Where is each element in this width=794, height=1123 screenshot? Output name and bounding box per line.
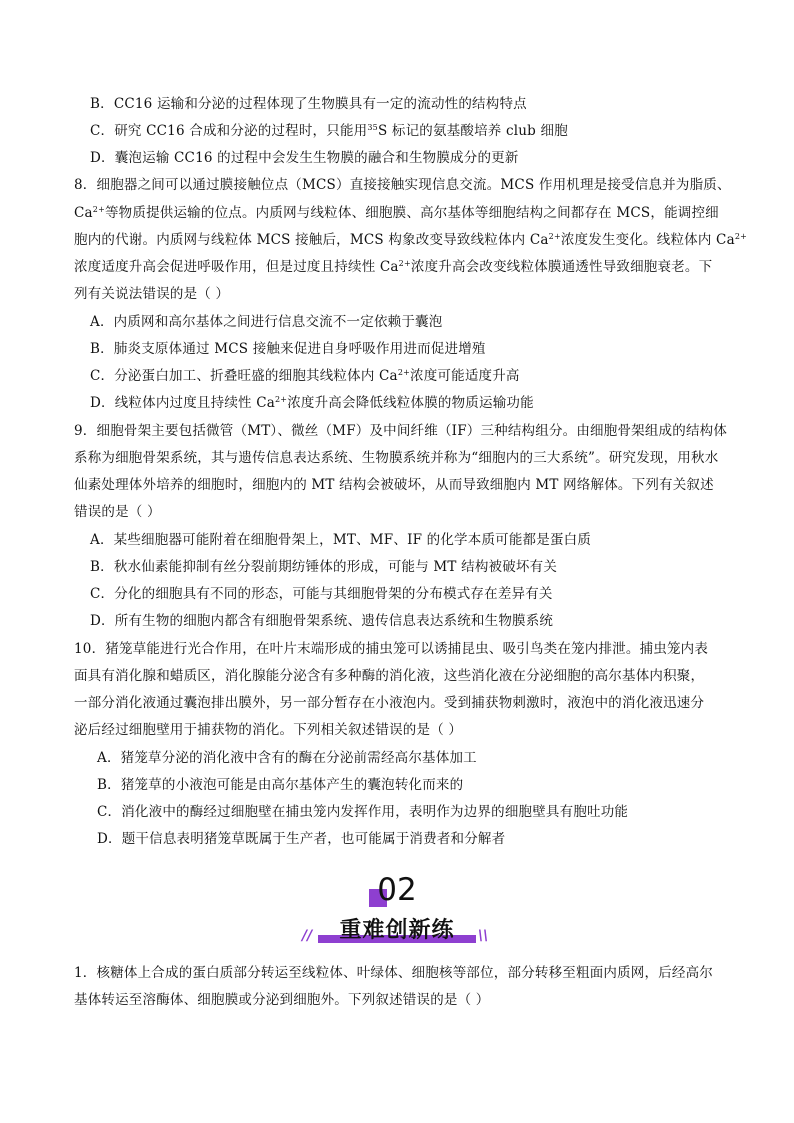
q9-option-b: B．秋水仙素能抑制有丝分裂前期纺锤体的形成，可能与 MT 结构被破坏有关 bbox=[90, 559, 558, 575]
superscript: 2+ bbox=[548, 232, 561, 241]
s2-q1-stem-line1: 1．核糖体上合成的蛋白质部分转运至线粒体、叶绿体、细胞核等部位，部分转移至粗面内质网，后经高尔 bbox=[74, 965, 713, 981]
section-number bbox=[0, 872, 794, 908]
text-run: Ca bbox=[74, 205, 93, 221]
q10-stem-line1: 10．猪笼草能进行光合作用，在叶片末端形成的捕虫笼可以诱捕昆虫、吸引鸟类在笼内排泄。捕虫笼内表 bbox=[74, 641, 709, 657]
q8-option-c bbox=[90, 366, 520, 386]
text-run: 浓度升高会降低线粒体膜的物质运输功能 bbox=[287, 395, 534, 411]
superscript: 2+ bbox=[275, 395, 288, 404]
q9-option-d: D．所有生物的细胞内都含有细胞骨架系统、遗传信息表达系统和生物膜系统 bbox=[90, 613, 554, 629]
q7-option-c bbox=[90, 121, 568, 141]
q9-option-a: A．某些细胞器可能附着在细胞骨架上，MT、MF、IF 的化学本质可能都是蛋白质 bbox=[90, 532, 592, 548]
q8-stem-line3 bbox=[74, 230, 747, 250]
text-run: 浓度适度升高会促进呼吸作用，但是过度且持续性 Ca bbox=[74, 259, 399, 275]
text-run: 胞内的代谢。内质网与线粒体 MCS 接触后，MCS 构象改变导致线粒体内 Ca bbox=[74, 232, 549, 248]
text-run: 浓度发生变化。线粒体内 Ca bbox=[560, 232, 735, 248]
text-run: 浓度可能适度升高 bbox=[410, 368, 520, 384]
q10-stem-line2: 面具有消化腺和蜡质区，消化腺能分泌含有多种酶的消化液，这些消化液在分泌细胞的高尔基体内积聚， bbox=[74, 668, 705, 684]
superscript: 35 bbox=[367, 123, 378, 132]
q8-option-a: A．内质网和高尔基体之间进行信息交流不一定依赖于囊泡 bbox=[90, 314, 443, 330]
q7-option-c-text: C．研究 CC16 合成和分泌的过程时，只能用 bbox=[90, 123, 368, 139]
q8-stem-line1: 8．细胞器之间可以通过膜接触位点（MCS）直接接触实现信息交流。MCS 作用机理是接受信息并为脂质、 bbox=[74, 177, 731, 193]
text-run: 浓度升高会改变线粒体膜通透性导致细胞衰老。下 bbox=[410, 259, 713, 275]
section-number-text: 02 bbox=[377, 872, 417, 908]
superscript: 2+ bbox=[398, 259, 411, 268]
text-run: C．分泌蛋白加工、折叠旺盛的细胞其线粒体内 Ca bbox=[90, 368, 398, 384]
q8-option-b: B．肺炎支原体通过 MCS 接触来促进自身呼吸作用进而促进增殖 bbox=[90, 341, 486, 357]
q10-option-d: D．题干信息表明猪笼草既属于生产者，也可能属于消费者和分解者 bbox=[97, 831, 506, 847]
section-title: 重难创新练 bbox=[339, 918, 455, 943]
q9-stem-line4: 错误的是（ ） bbox=[74, 504, 161, 520]
q9-option-c: C．分化的细胞具有不同的形态，可能与其细胞骨架的分布模式存在差异有关 bbox=[90, 586, 553, 602]
q7-option-c-text-end: S 标记的氨基酸培养 club 细胞 bbox=[377, 123, 568, 139]
text-run: 等物质提供运输的位点。内质网与线粒体、细胞膜、高尔基体等细胞结构之间都存在 MCS，能调控细 bbox=[104, 205, 719, 221]
q8-option-d bbox=[90, 393, 534, 413]
s2-q1-stem-line2: 基体转运至溶酶体、细胞膜或分泌到细胞外。下列叙述错误的是（ ） bbox=[74, 992, 490, 1008]
section-title-banner bbox=[318, 917, 476, 945]
q10-stem-line4: 泌后经过细胞壁用于捕获物的消化。下列相关叙述错误的是（ ） bbox=[74, 722, 463, 738]
q9-stem-line2: 系称为细胞骨架系统，其与遗传信息表达系统、生物膜系统并称为“细胞内的三大系统”。研究发现，用秋水 bbox=[74, 450, 719, 466]
q9-stem-line3: 仙素处理体外培养的细胞时，细胞内的 MT 结构会被破坏，从而导致细胞内 MT 网络解体。下列有关叙述 bbox=[74, 477, 714, 493]
q8-stem-line2 bbox=[74, 203, 719, 223]
right-slash-decoration: \\ bbox=[478, 928, 489, 944]
q10-option-c: C．消化液中的酶经过细胞壁在捕虫笼内发挥作用，表明作为边界的细胞壁具有胞吐功能 bbox=[97, 804, 629, 820]
q8-stem-line5: 列有关说法错误的是（ ） bbox=[74, 286, 230, 302]
superscript: 2+ bbox=[397, 368, 411, 377]
q10-option-b: B．猪笼草的小液泡可能是由高尔基体产生的囊泡转化而来的 bbox=[97, 777, 464, 793]
q10-stem-line3: 一部分消化液通过囊泡排出膜外，另一部分暂存在小液泡内。受到捕获物刺激时，液泡中的消化液迅速分 bbox=[74, 695, 705, 711]
left-slash-decoration: // bbox=[302, 928, 313, 944]
superscript: 2+ bbox=[92, 205, 105, 214]
q10-option-a: A．猪笼草分泌的消化液中含有的酶在分泌前需经高尔基体加工 bbox=[97, 750, 477, 766]
q7-option-d: D．囊泡运输 CC16 的过程中会发生生物膜的融合和生物膜成分的更新 bbox=[90, 150, 519, 166]
q9-stem-line1: 9．细胞骨架主要包括微管（MT）、微丝（MF）及中间纤维（IF）三种结构组分。由细胞骨架组成的结构体 bbox=[74, 423, 728, 439]
q8-stem-line4 bbox=[74, 257, 712, 277]
superscript: 2+ bbox=[734, 232, 748, 241]
q7-option-b: B．CC16 运输和分泌的过程体现了生物膜具有一定的流动性的结构特点 bbox=[90, 96, 527, 112]
text-run: D．线粒体内过度且持续性 Ca bbox=[90, 395, 275, 411]
